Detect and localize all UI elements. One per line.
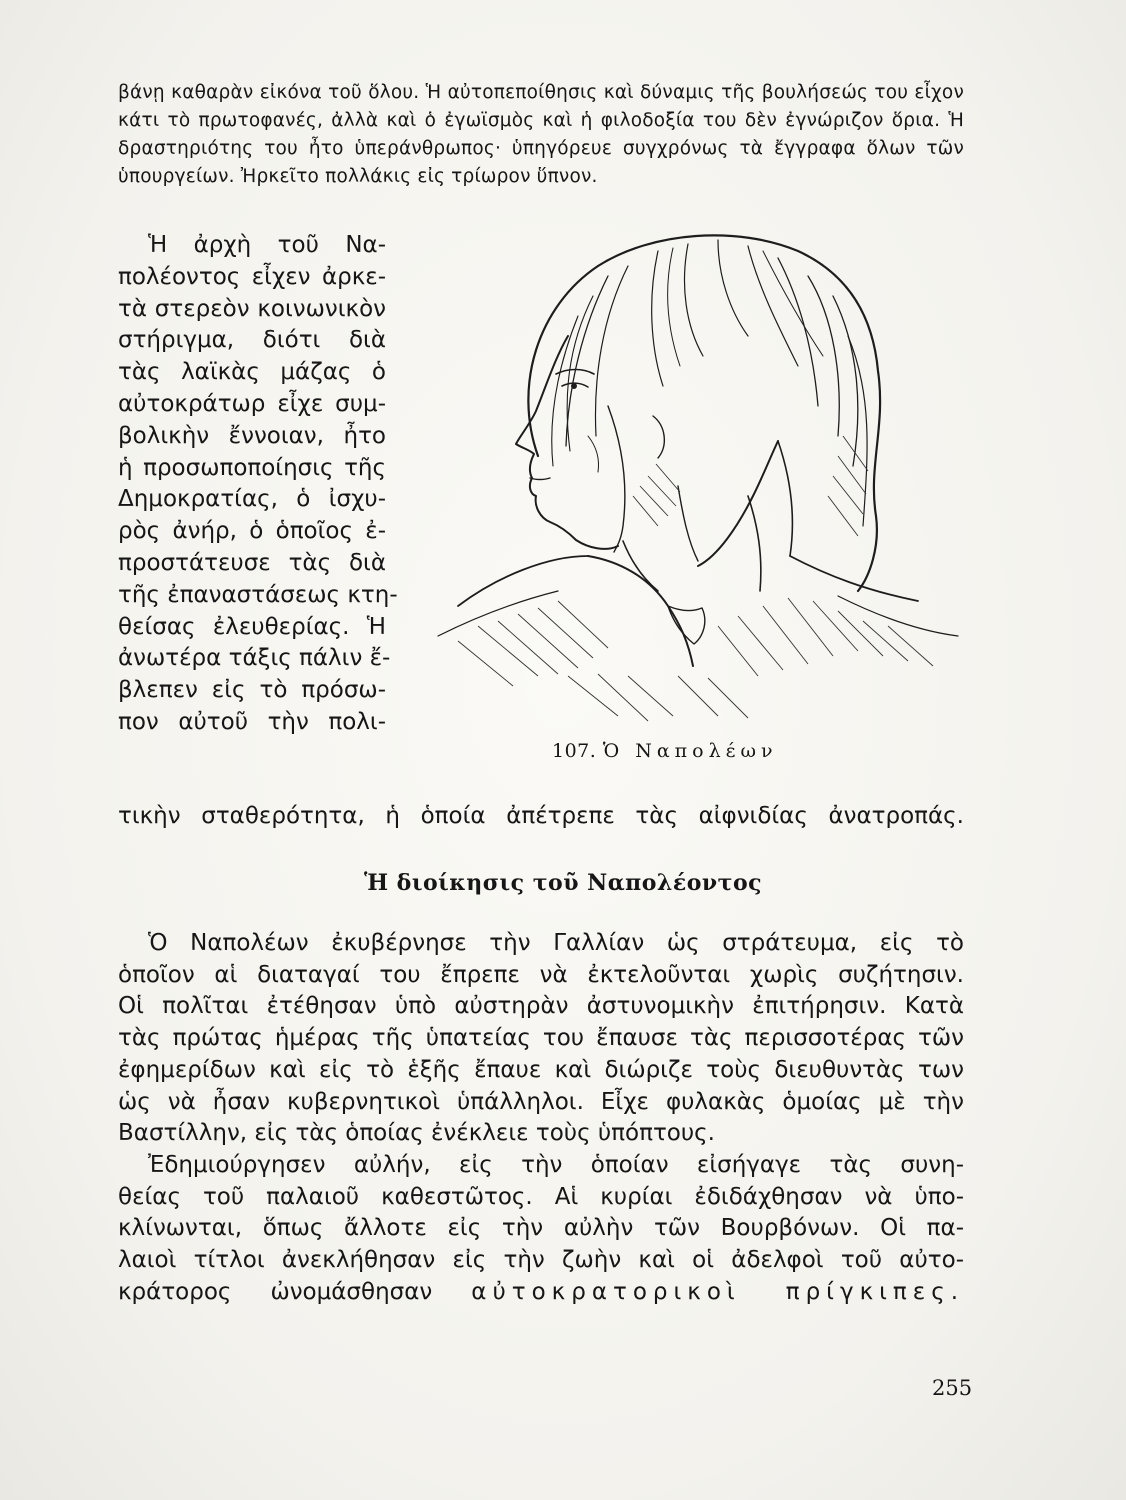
side-column-line: στήριγμα, διότι διὰ xyxy=(118,327,386,354)
body-line: ἐφημερίδων καὶ εἰς τὸ ἑξῆς ἔπαυε καὶ διώριζε τοὺς διευθυντὰς των xyxy=(118,1056,964,1083)
figure-caption xyxy=(552,740,778,762)
body-last-line-spaced: αὐτοκρατορικοὶ πρίγκιπες. xyxy=(471,1278,964,1305)
side-column-line: πολέοντος εἶχεν ἀρκε- xyxy=(118,263,386,290)
side-column-line: τῆς ἐπαναστάσεως κτη- xyxy=(118,581,398,608)
side-column-end-line: τικὴν σταθερότητα, ἡ ὁποία ἀπέτρεπε τὰς αἰφνιδίας ἀνατροπάς. xyxy=(118,803,964,829)
body-line: Βαστίλλην, εἰς τὰς ὁποίας ἐνέκλειε τοὺς ὑπόπτους. xyxy=(118,1120,715,1147)
body-line: κλίνωνται, ὅπως ἄλλοτε εἰς τὴν αὐλὴν τῶν Βουρβόνων. Οἱ πα- xyxy=(118,1215,964,1242)
body-line: Ἐδημιούργησεν αὐλήν, εἰς τὴν ὁποίαν εἰσήγαγε τὰς συνη- xyxy=(148,1151,964,1178)
body-last-line xyxy=(118,1277,964,1309)
side-column-line: τὰ στερεὸν κοινωνικὸν xyxy=(118,295,386,322)
body-line: ὁποῖον αἱ διαταγαί του ἔπρεπε νὰ ἐκτελοῦνται χωρὶς συζήτησιν. xyxy=(118,961,964,988)
side-column-line: αὐτοκράτωρ εἶχε συμ- xyxy=(118,390,386,417)
side-column-line: ρὸς ἀνήρ, ὁ ὁποῖος ἐ- xyxy=(118,518,386,545)
top-paragraph: βάνῃ καθαρὰν εἰκόνα τοῦ ὅλου. Ἡ αὐτοπεποίθησις καὶ δύναμις τῆς βουλήσεώς του εἶχον κάτι τὸ πρωτοφανές, ἀλλὰ καὶ ὁ ἐγωϊσμὸς καὶ ἡ φιλοδοξία του δὲν ἐγνώριζον ὅρια. Ἡ δραστηριότης του ἦτο ὑπεράνθρωπος· ὑπηγόρευε συγχρόνως τὰ ἔγγραφα ὅλων τῶν ὑπουργείων. Ἠρκεῖτο πολλάκις εἰς τρίωρον ὕπνον. xyxy=(118,81,964,187)
side-column-line: ἀνωτέρα τάξις πάλιν ἔ- xyxy=(118,645,391,672)
body-line: λαιοὶ τίτλοι ἀνεκλήθησαν εἰς τὴν ζωὴν καὶ οἱ ἀδελφοὶ τοῦ αὐτο- xyxy=(118,1247,964,1274)
side-column-line: βολικὴν ἔννοιαν, ἦτο xyxy=(118,422,386,449)
body-line: τὰς πρώτας ἡμέρας τῆς ὑπατείας του ἔπαυσε τὰς περισσοτέρας τῶν xyxy=(118,1025,964,1052)
body-line: ὡς νὰ ἦσαν κυβερνητικοὶ ὑπάλληλοι. Εἶχε φυλακὰς ὁμοίας μὲ τὴν xyxy=(118,1088,964,1115)
figure-number: 107. xyxy=(552,740,597,762)
napoleon-portrait-illustration xyxy=(418,196,968,736)
side-column-line: προστάτευσε τὰς διὰ xyxy=(118,549,386,576)
side-column-line: Ἡ ἀρχὴ τοῦ Να- xyxy=(148,232,386,258)
body-line: θείας τοῦ παλαιοῦ καθεστῶτος. Αἱ κυρίαι ἐδιδάχθησαν νὰ ὑπο- xyxy=(118,1183,964,1210)
body-line: Ὁ Ναπολέων ἐκυβέρνησε τὴν Γαλλίαν ὡς στράτευμα, εἰς τὸ xyxy=(148,930,964,956)
side-column-line: ἡ προσωποποίησις τῆς xyxy=(118,454,386,481)
body-last-line-prefix: κράτορος ὠνομάσθησαν xyxy=(118,1278,433,1305)
side-column-text xyxy=(118,230,398,739)
body-text xyxy=(118,928,964,1308)
figure-caption-text: Ὁ Ναπολέων xyxy=(602,740,778,762)
page-number: 255 xyxy=(932,1376,973,1400)
body-line: Οἱ πολῖται ἐτέθησαν ὑπὸ αὐστηρὰν ἀστυνομικὴν ἐπιτήρησιν. Κατὰ xyxy=(118,993,964,1020)
side-column-line: βλεπεν εἰς τὸ πρόσω- xyxy=(118,677,386,704)
section-heading: Ἡ διοίκησις τοῦ Ναπολέοντος xyxy=(363,870,763,896)
side-column-line: πον αὐτοῦ τὴν πολι- xyxy=(118,708,386,735)
side-column-line: θείσας ἐλευθερίας. Ἡ xyxy=(118,613,386,640)
side-column-line: Δημοκρατίας, ὁ ἰσχυ- xyxy=(118,486,386,513)
side-column-line: τὰς λαϊκὰς μάζας ὁ xyxy=(118,359,386,386)
